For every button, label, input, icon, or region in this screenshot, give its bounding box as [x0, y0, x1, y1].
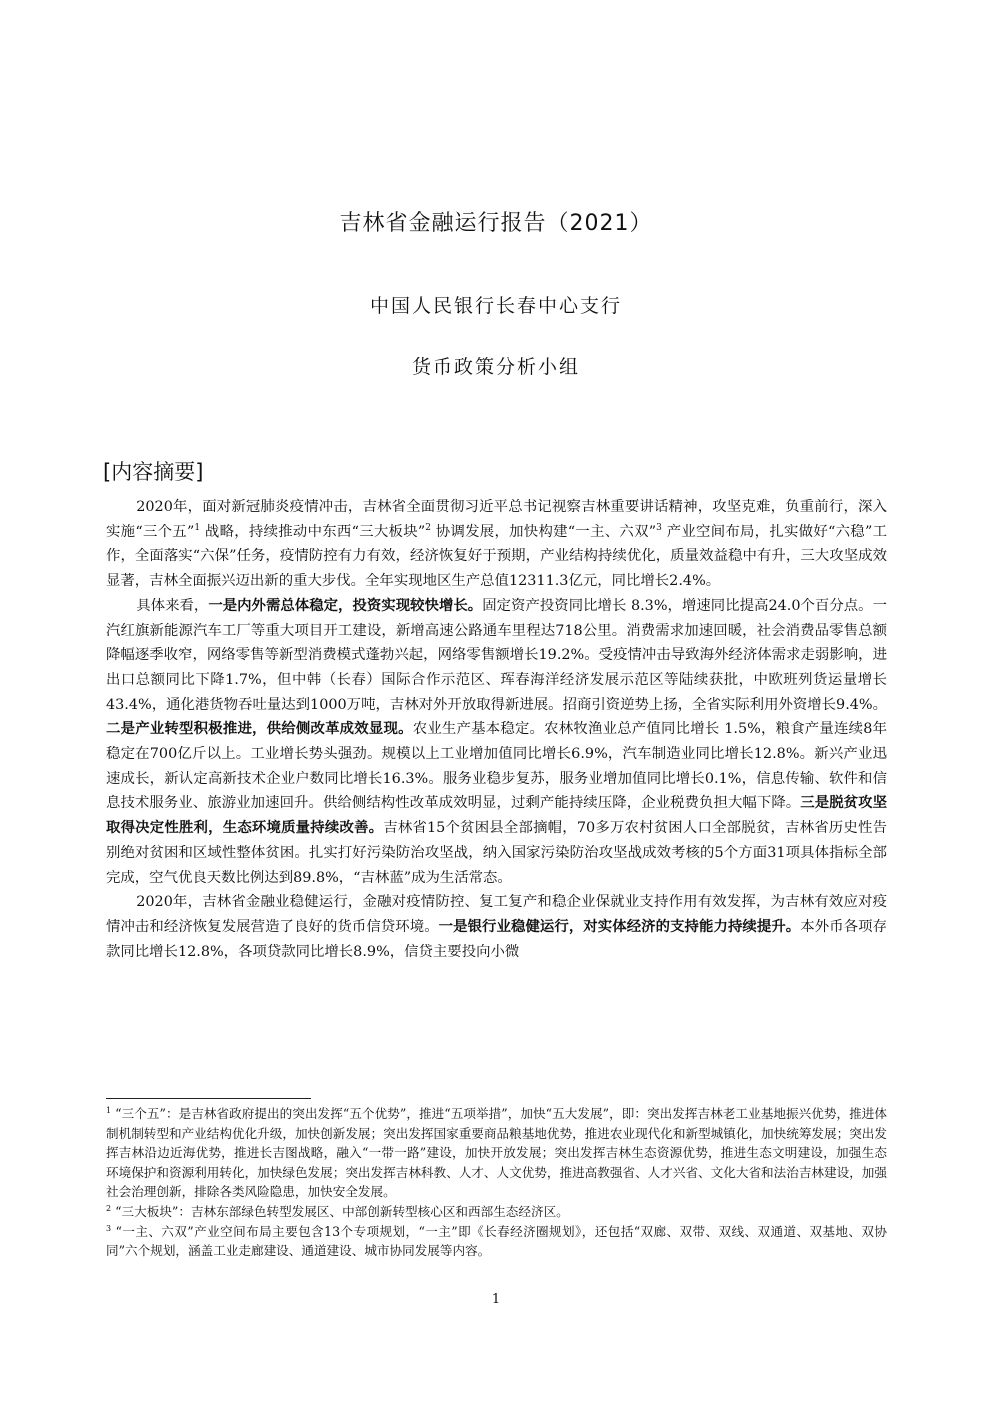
abstract-paragraph-3 — [106, 890, 887, 964]
footnote-number: 2 — [106, 1203, 112, 1213]
page-number: 1 — [491, 1292, 501, 1307]
author-organization: 中国人民银行长春中心支行 — [369, 295, 622, 317]
abstract-paragraph-1 — [106, 495, 887, 594]
footnote-text: “三个五”：是吉林省政府提出的突出发挥“五个优势”，推进“五项举措”，加快“五大发展”，即：突出发挥吉林老工业基地振兴优势，推进体制机制转型和产业结构优化升级，加快创新发展；突出发挥国家重要商品粮基地优势，推进农业现代化和新型城镇化，加快统筹发展；突出发挥吉林沿边近海优势，推进长吉图战略，融入“一带一路”建设，加快开放发展；突出发挥吉林生态资源优势，推进生态文明建设，加强生态环境保护和资源利用转化，加快绿色发展；突出发挥吉林科教、人才、人文优势，推进高教强省、人才兴省、文化大省和法治吉林建设，加强社会治理创新，排除各类风险隐患，加快安全发展。 — [106, 1106, 887, 1200]
paragraph-text: 具体来看， — [136, 597, 209, 614]
paragraph-text: 产业空间布局，扎实做好“六稳”工作，全面落实“六保”任务，疫情防控有力有效，经济恢复好于预期，产业结构持续优化，质量效益稳中有升，三大攻坚成效显著，吉林全面振兴迈出新的重大步伐。全年实现地区生产总值12311.3亿元，同比增长2.4%。 — [106, 523, 887, 590]
footnote-text: “三大板块”：吉林东部绿色转型发展区、中部创新转型核心区和西部生态经济区。 — [111, 1203, 569, 1219]
footnote-2 — [106, 1202, 887, 1222]
footnote-number: 3 — [106, 1223, 112, 1233]
paragraph-text: 协调发展，加快构建“一主、六双” — [430, 523, 657, 540]
paragraph-text: 吉林省15个贫困县全部摘帽，70多万农村贫困人口全部脱贫，吉林省历史性告别绝对贫困和区域性整体贫困。扎实打好污染防治攻坚战，纳入国家污染防治攻坚战成效考核的5个方面31项具体指标全部完成，空气优良天数比例达到89.8%，“吉林蓝”成为生活常态。 — [106, 820, 887, 886]
bold-highlight: 一是内外需总体稳定，投资实现较快增长。 — [208, 596, 483, 614]
abstract-paragraph-2 — [106, 594, 887, 890]
abstract-heading: [内容摘要] — [103, 460, 204, 484]
bold-highlight: 二是产业转型积极推进，供给侧改革成效显现。 — [106, 720, 413, 738]
footnote-3 — [106, 1222, 887, 1261]
abstract-body — [106, 495, 887, 964]
paragraph-text: 2020年，吉林省金融业稳健运行，金融对疫情防控、复工复产和稳企业保就业支持作用有效发挥，为吉林有效应对疫情冲击和经济恢复发展营造了良好的货币信贷环境。 — [106, 894, 887, 935]
paragraph-text: 固定资产投资同比增长 8.3%，增速同比提高24.0个百分点。一汽红旗新能源汽车工厂等重大项目开工建设，新增高速公路通车里程达718公里。消费需求加速回暖，社会消费品零售总额降幅逐季收窄，网络零售等新型消费模式蓬勃兴起，网络零售额增长19.2%。受疫情冲击导致海外经济体需求走弱影响，进出口总额同比下降1.7%，但中韩（长春）国际合作示范区、珲春海洋经济发展示范区等陆续获批，中欧班列货运量增长43.4%，通化港货物吞吐量达到1000万吨，吉林对外开放取得新进展。招商引资逆势上扬，全省实际利用外资增长9.4%。 — [106, 597, 887, 713]
footnote-ref-3[interactable]: 3 — [656, 522, 662, 533]
footnote-number: 1 — [106, 1105, 112, 1115]
footnotes — [106, 1104, 887, 1261]
paragraph-text: 农业生产基本稳定。农林牧渔业总产值同比增长 1.5%，粮食产量连续8年稳定在700亿斤以上。工业增长势头强劲。规模以上工业增加值同比增长6.9%，汽车制造业同比增长12.8%。新兴产业迅速成长，新认定高新技术企业户数同比增长16.3%。服务业稳步复苏，服务业增加值同比增长0.1%，信息传输、软件和信息技术服务业、旅游业加速回升。供给侧结构性改革成效明显，过剩产能持续压降，企业税费负担大幅下降。 — [106, 721, 887, 812]
report-title: 吉林省金融运行报告（2021） — [339, 211, 653, 236]
paragraph-text: 本外币各项存款同比增长12.8%，各项贷款同比增长8.9%，信贷主要投向小微 — [106, 918, 887, 960]
bold-highlight: 三是脱贫攻坚取得决定性胜利，生态环境质量持续改善。 — [106, 794, 887, 837]
bold-highlight: 一是银行业稳健运行，对实体经济的支持能力持续提升。 — [438, 917, 801, 935]
author-group: 货币政策分析小组 — [411, 356, 580, 378]
footnote-ref-1[interactable]: 1 — [194, 522, 201, 533]
footnote-1 — [106, 1104, 887, 1202]
footnote-divider — [106, 1098, 311, 1099]
footnote-text: “一主、六双”产业空间布局主要包含13个专项规划，“一主”即《长春经济圈规划》，还包括“双廊、双带、双线、双通道、双基地、双协同”六个规划，涵盖工业走廊建设、通道建设、城市协同发展等内容。 — [106, 1223, 887, 1259]
footnote-ref-2[interactable]: 2 — [425, 522, 431, 533]
paragraph-text: 战略，持续推动中东西“三大板块” — [200, 523, 426, 540]
paragraph-text: 2020年，面对新冠肺炎疫情冲击，吉林省全面贯彻习近平总书记视察吉林重要讲话精神，攻坚克难，负重前行，深入实施“三个五” — [106, 499, 887, 540]
